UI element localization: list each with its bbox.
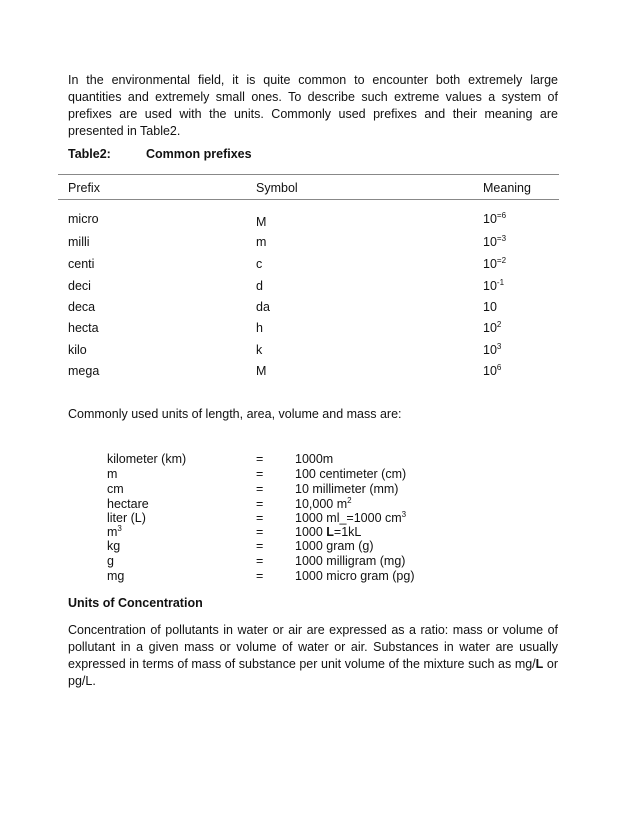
concentration-paragraph: Concentration of pollutants in water or air are expressed as a ratio: mass or volume of pollutant in a given mass or volume of water or air. Substances in water are usually expressed in terms of mass of substance per unit volume of the mixture such as mg/L or pg/L. <box>68 623 558 688</box>
units-intro: Commonly used units of length, area, volume and mass are: <box>68 407 402 421</box>
table-header-rule <box>58 199 559 200</box>
section-heading: Units of Concentration <box>68 596 203 610</box>
symbol-cell: m <box>256 235 267 249</box>
prefix-cell: deci <box>68 279 91 293</box>
symbol-cell: da <box>256 300 270 314</box>
prefix-cell: deca <box>68 300 96 314</box>
meaning-cell: $10^{=6}$ <box>483 211 507 226</box>
prefix-cell: mega <box>68 364 100 378</box>
prefix-cell: centi <box>68 257 95 271</box>
symbol-cell: h <box>256 321 263 335</box>
table-caption-title: Common prefixes <box>146 147 252 161</box>
prefix-cell: milli <box>68 235 90 249</box>
intro-paragraph: In the environmental field, it is quite common to encounter both extremely large quantities and extremely small ones. To describe such extreme values a system of prefixes are used with the units. Commonly used prefixes and their meaning are presented in Table2. <box>68 73 558 138</box>
table-top-rule <box>58 174 559 175</box>
document-page: In the environmental field, it is quite common to encounter both extremely large quantities and extremely small ones. To describe such extreme values a system of prefixes are used with the units. Commonly used prefixes and their meaning are presented in Table2. Table2: Common prefixes Prefix Symbol Meaning micro M $10^{=6}$ milli m $10^{=3}$ centi c $10^{=2}$ deci d $10^{-1}$ deca da 10 hecta h $10^2$ kilo k $10^3$ mega M $10^6$ Commonly used units of length, area, volume and mass are: kilometer (km) = 1000m m = 100 centimeter (cm) cm = 10 millimeter (mm) hectare = 10,000 $m^2$ liter (L) = 1000 ml_=1000 $cm^3$ $m^3$ = 1000 L=1kL kg = 1000 gram (g) g = 1000 milligram (mg) mg = 1000 micro gram (pg) Units of Concentration Concentration of pollutants in water or air are expressed as a ratio: mass or volume of pollutant in a given mass or volume of water or air. Substances in water are usually expressed in terms of mass of substance per unit volume of the mixture such as mg/L or pg/L. <box>0 0 638 826</box>
meaning-cell: $10^{-1}$ <box>483 278 505 293</box>
meaning-cell: $10^6$ <box>483 363 502 378</box>
symbol-cell: k <box>256 343 263 357</box>
symbol-cell: c <box>256 257 263 271</box>
meaning-cell: 10 <box>483 300 497 314</box>
symbol-cell: M <box>256 364 267 378</box>
symbol-cell: M <box>256 215 267 229</box>
meaning-cell: $10^{=2}$ <box>483 256 507 271</box>
header-prefix: Prefix <box>68 181 100 195</box>
meaning-cell: $10^2$ <box>483 320 502 335</box>
symbol-cell: d <box>256 279 263 293</box>
meaning-cell: $10^3$ <box>483 342 502 357</box>
prefix-cell: micro <box>68 212 99 226</box>
prefix-cell: hecta <box>68 321 99 335</box>
meaning-cell: $10^{=3}$ <box>483 234 507 249</box>
table-caption <box>68 147 252 161</box>
prefix-cell: kilo <box>68 343 87 357</box>
table-caption-label: Table2: <box>68 147 111 161</box>
header-symbol: Symbol <box>256 181 298 195</box>
header-meaning: Meaning <box>483 181 531 195</box>
